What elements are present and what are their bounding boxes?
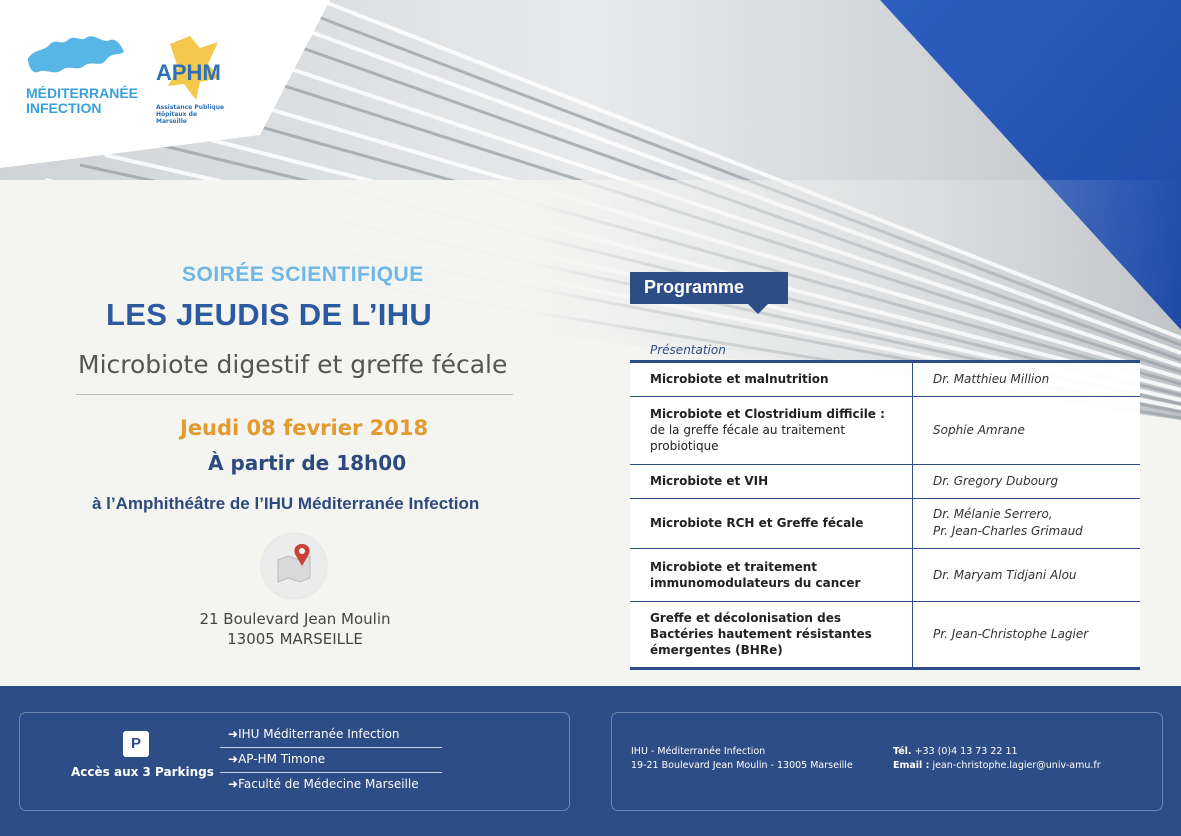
session-speaker: Dr. Matthieu Million: [913, 363, 1141, 396]
programme-bottom-rule: [630, 667, 1140, 670]
parking-link-faculte[interactable]: [228, 777, 419, 791]
programme-badge: [630, 272, 788, 304]
session-topic: Microbiote RCH et Greffe fécale: [650, 516, 864, 530]
logo-infection-text: INFECTION: [26, 100, 102, 116]
event-venue: à l’Amphithéâtre de l’IHU Méditerranée Infection: [92, 494, 480, 513]
table-row: [630, 396, 1140, 464]
arrow-right-icon: ➜: [228, 752, 239, 766]
contact-box: [611, 712, 1163, 811]
parking-icon: P: [123, 731, 149, 757]
arrow-right-icon: ➜: [228, 777, 239, 791]
address-line-2: 13005 MARSEILLE: [227, 630, 363, 648]
session-speaker: Dr. Mélanie Serrero, Pr. Jean-Charles Grimaud: [913, 498, 1141, 548]
table-row: [630, 601, 1140, 667]
arrow-right-icon: ➜: [228, 727, 239, 741]
aphm-tagline: Assistance Publique Hôpitaux de Marseille: [156, 104, 225, 125]
table-row: [630, 464, 1140, 498]
aphm-name: APHM: [156, 60, 221, 85]
session-topic-detail: de la greffe fécale au traitement probiotique: [650, 423, 846, 453]
session-speaker: Pr. Jean-Christophe Lagier: [913, 601, 1141, 667]
session-topic: Microbiote et VIH: [650, 474, 769, 488]
parking-name: Faculté de Médecine Marseille: [238, 777, 419, 791]
session-speaker: Sophie Amrane: [913, 396, 1141, 464]
parking-name: AP-HM Timone: [238, 752, 326, 766]
aphm-logo: [154, 34, 244, 124]
parking-name: IHU Méditerranée Infection: [238, 727, 400, 741]
event-topic: Microbiote digestif et greffe fécale: [78, 350, 508, 379]
table-row: [630, 548, 1140, 601]
parking-divider: [220, 772, 442, 773]
phone-label: Tél.: [893, 746, 912, 757]
session-topic: Greffe et décolonisation des Bactéries hautement résistantes émergentes (BHRe): [650, 611, 872, 657]
parking-link-aphm[interactable]: [228, 752, 325, 766]
programme-table: [630, 363, 1140, 668]
email-label: Email :: [893, 760, 930, 771]
map-pin-icon: [262, 534, 326, 598]
org-name: IHU - Méditerranée Infection: [631, 746, 766, 757]
programme-header-note: Présentation: [650, 343, 726, 357]
mediterranee-infection-logo: [26, 30, 139, 125]
session-speaker: Dr. Maryam Tidjani Alou: [913, 548, 1141, 601]
session-speaker: Dr. Gregory Dubourg: [913, 464, 1141, 498]
email-link[interactable]: jean-christophe.lagier@univ-amu.fr: [932, 760, 1101, 771]
footer-band: [0, 686, 1181, 836]
programme-title: Programme: [644, 277, 745, 297]
logo-mediterranee-text: MÉDITERRANÉE: [26, 85, 139, 101]
event-category: SOIRÉE SCIENTIFIQUE: [182, 263, 424, 286]
parking-box: [19, 712, 570, 811]
event-date: Jeudi 08 fevrier 2018: [180, 416, 429, 440]
org-address: 19-21 Boulevard Jean Moulin - 13005 Marseille: [631, 760, 853, 771]
title-divider: [76, 394, 513, 395]
table-row: [630, 363, 1140, 396]
address-line-1: 21 Boulevard Jean Moulin: [199, 610, 391, 628]
phone-line: [893, 746, 1018, 757]
event-time: À partir de 18h00: [208, 451, 407, 475]
table-row: [630, 498, 1140, 548]
mediterranean-map-icon: [26, 30, 126, 85]
session-topic: Microbiote et malnutrition: [650, 372, 829, 387]
session-topic: Microbiote et traitement immunomodulateurs du cancer: [650, 559, 861, 590]
event-series-title: LES JEUDIS DE L’IHU: [106, 297, 433, 332]
parking-label: Accès aux 3 Parkings: [71, 765, 214, 779]
phone-value[interactable]: +33 (0)4 13 73 22 11: [914, 746, 1018, 757]
parking-divider: [220, 747, 442, 748]
parking-link-ihu[interactable]: [228, 727, 400, 741]
email-line: [893, 760, 1101, 771]
programme-badge-pointer: [748, 304, 768, 314]
session-topic: Microbiote et Clostridium difficile :: [650, 407, 885, 421]
